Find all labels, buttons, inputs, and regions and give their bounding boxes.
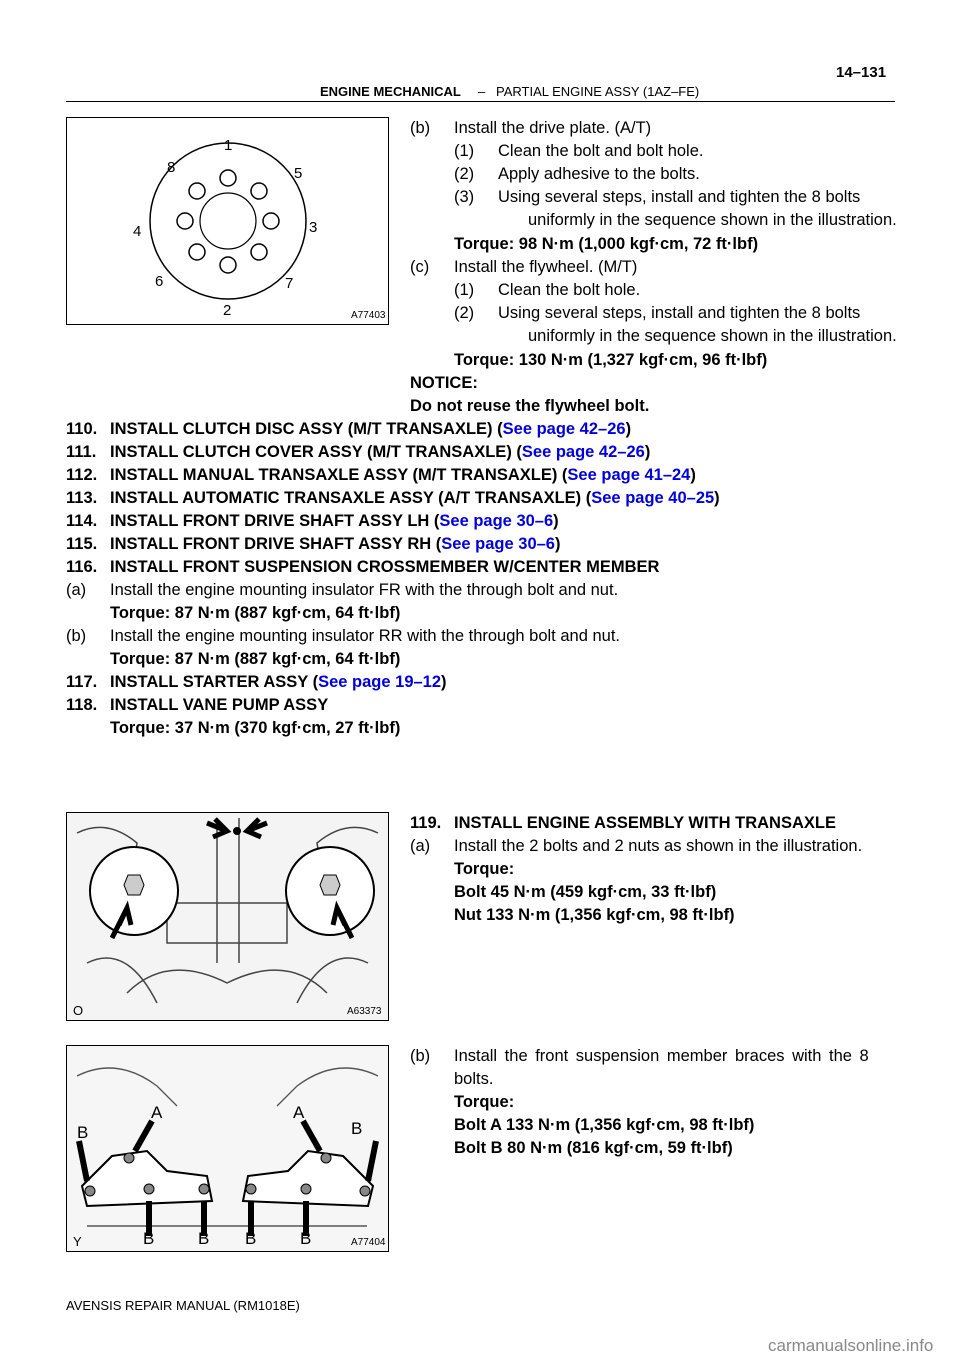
bolt-label-b: B [245, 1229, 257, 1248]
step-number: 111. [66, 443, 97, 461]
notice-text: Do not reuse the flywheel bolt. [410, 397, 650, 415]
bolt-icon [144, 1184, 154, 1194]
figure-code: A63373 [347, 1006, 382, 1017]
bolt-label-a: A [293, 1103, 305, 1122]
bolt-label-b: B [300, 1229, 312, 1248]
seq-label: 5 [294, 165, 303, 182]
substep-head: (b) [410, 1047, 431, 1065]
braces-diagram [67, 1046, 388, 1251]
step-text: INSTALL FRONT SUSPENSION CROSSMEMBER W/CENTER MEMBER [110, 558, 660, 576]
bolt-sequence-diagram [67, 118, 388, 324]
nut-icon [124, 875, 144, 895]
notice-title: NOTICE: [410, 374, 478, 392]
step-row [66, 487, 720, 509]
substep-head: (a) [410, 837, 431, 855]
figure-bolt-sequence [66, 117, 389, 325]
bolt-icon [124, 1153, 134, 1163]
see-page-link[interactable]: See page 30–6 [441, 535, 555, 553]
bolt-icon [301, 1184, 311, 1194]
step-row [66, 464, 696, 486]
torque-spec: Torque: 98 N·m (1,000 kgf·cm, 72 ft·lbf) [454, 235, 759, 253]
bolt-icon [85, 1186, 95, 1196]
header-separator: – [478, 84, 486, 99]
step-number: 113. [66, 489, 98, 507]
bolt-icon [233, 827, 241, 835]
header-rule [66, 101, 895, 102]
step-number: 119. [410, 814, 442, 832]
torque-spec: Torque: 130 N·m (1,327 kgf·cm, 96 ft·lbf) [454, 351, 768, 369]
torque-spec: Torque: 37 N·m (370 kgf·cm, 27 ft·lbf) [110, 719, 401, 737]
substep-head: (b) [66, 627, 87, 645]
step-b1-sub-cont: uniformly in the sequence shown in the illustration. [528, 211, 897, 229]
step-row [66, 441, 650, 463]
bolt-hole [251, 183, 267, 199]
step-text: INSTALL VANE PUMP ASSY [110, 696, 329, 714]
step-text: INSTALL AUTOMATIC TRANSAXLE ASSY (A/T TRANSAXLE) ( [110, 489, 592, 507]
step-number: 112. [66, 466, 98, 484]
header-section: ENGINE MECHANICAL [320, 84, 461, 99]
see-page-link[interactable]: See page 40–25 [591, 489, 715, 507]
step-row [66, 671, 447, 693]
step-close: ) [553, 512, 559, 530]
header-subsection: PARTIAL ENGINE ASSY (1AZ–FE) [496, 84, 700, 99]
bolt-icon [246, 1184, 256, 1194]
see-page-link[interactable]: See page 41–24 [567, 466, 691, 484]
substep-text: Install the front suspension member braces with the 8 [454, 1047, 869, 1065]
bolt-label-b: B [77, 1123, 89, 1142]
bolt-hole [220, 170, 236, 186]
step-b1-sub-num: (2) [454, 165, 475, 183]
engine-mount-diagram [67, 813, 388, 1020]
torque-spec: Torque: 87 N·m (887 kgf·cm, 64 ft·lbf) [110, 604, 401, 622]
bolt-icon [360, 1186, 370, 1196]
see-page-link[interactable]: See page 30–6 [439, 512, 554, 530]
step-number: 116. [66, 558, 98, 576]
step-number: 114. [66, 512, 98, 530]
figure-background [67, 1046, 388, 1251]
step-number: 115. [66, 535, 98, 553]
step-text: INSTALL MANUAL TRANSAXLE ASSY (M/T TRANSAXLE) ( [110, 466, 568, 484]
step-row [66, 556, 659, 578]
torque-spec: Bolt B 80 N·m (816 kgf·cm, 59 ft·lbf) [454, 1139, 733, 1157]
seq-label: 4 [133, 223, 142, 240]
step-text: INSTALL ENGINE ASSEMBLY WITH TRANSAXLE [454, 814, 836, 832]
substep-head: (a) [66, 581, 87, 599]
step-text: INSTALL STARTER ASSY ( [110, 673, 319, 691]
step-b1-sub: Apply adhesive to the bolts. [498, 165, 700, 183]
plate-center-hole [200, 193, 256, 249]
watermark: carmanualsonline.info [768, 1336, 934, 1355]
step-text: INSTALL CLUTCH COVER ASSY (M/T TRANSAXLE) ( [110, 443, 522, 461]
figure-corner-mark: O [73, 1003, 84, 1018]
step-c1-sub: Clean the bolt hole. [498, 281, 641, 299]
figure-corner-mark: Y [73, 1234, 82, 1249]
step-number: 118. [66, 696, 98, 714]
torque-label: Torque: [454, 860, 515, 878]
step-close: ) [714, 489, 720, 507]
step-close: ) [690, 466, 696, 484]
see-page-link[interactable]: See page 19–12 [318, 673, 442, 691]
step-text: INSTALL FRONT DRIVE SHAFT ASSY LH ( [110, 512, 440, 530]
bolt-icon [321, 1153, 331, 1163]
seq-label: 1 [224, 137, 233, 154]
bolt-icon [199, 1184, 209, 1194]
step-c1-sub-num: (1) [454, 281, 475, 299]
seq-label: 6 [155, 273, 164, 290]
step-row [410, 812, 836, 834]
substep-text: Install the engine mounting insulator RR with the through bolt and nut. [110, 627, 620, 645]
bolt-hole [251, 244, 267, 260]
bolt-hole [263, 213, 279, 229]
torque-spec: Bolt 45 N·m (459 kgf·cm, 33 ft·lbf) [454, 883, 717, 901]
step-row [66, 533, 560, 555]
substep-text: Install the engine mounting insulator FR with the through bolt and nut. [110, 581, 619, 599]
step-text: INSTALL FRONT DRIVE SHAFT ASSY RH ( [110, 535, 442, 553]
step-b1-sub: Using several steps, install and tighten the 8 bolts [498, 188, 861, 206]
step-close: ) [441, 673, 447, 691]
seq-label: 7 [285, 275, 294, 292]
see-page-link[interactable]: See page 42–26 [521, 443, 645, 461]
step-row [66, 694, 328, 716]
figure-braces [66, 1045, 389, 1252]
step-b1-sub: Clean the bolt and bolt hole. [498, 142, 704, 160]
step-c1-sub: Using several steps, install and tighten the 8 bolts [498, 304, 861, 322]
see-page-link[interactable]: See page 42–26 [502, 420, 626, 438]
bolt-hole [220, 257, 236, 273]
step-c1-text: Install the flywheel. (M/T) [454, 258, 638, 276]
seq-label: 2 [223, 302, 232, 319]
page-number: 14–131 [836, 64, 887, 81]
step-b1-head: (b) [410, 119, 431, 137]
figure-code: A77404 [351, 1237, 386, 1248]
step-row [66, 510, 559, 532]
bolt-hole [189, 244, 205, 260]
figure-engine-mount [66, 812, 389, 1021]
step-close: ) [644, 443, 651, 461]
torque-label: Torque: [454, 1093, 515, 1111]
step-text: INSTALL CLUTCH DISC ASSY (M/T TRANSAXLE) ( [110, 420, 503, 438]
torque-spec: Bolt A 133 N·m (1,356 kgf·cm, 98 ft·lbf) [454, 1116, 755, 1134]
step-c1-head: (c) [410, 258, 430, 276]
footer-text: AVENSIS REPAIR MANUAL (RM1018E) [66, 1298, 300, 1313]
step-b1-sub-num: (1) [454, 142, 475, 160]
seq-label: 3 [309, 219, 318, 236]
step-c1-sub-num: (2) [454, 304, 475, 322]
bolt-label-b: B [351, 1119, 363, 1138]
bolt-label-a: A [151, 1103, 163, 1122]
figure-code: A77403 [351, 310, 386, 321]
step-close: ) [625, 420, 632, 438]
torque-spec: Torque: 87 N·m (887 kgf·cm, 64 ft·lbf) [110, 650, 401, 668]
bolt-label-b: B [198, 1229, 210, 1248]
substep-text-cont: bolts. [454, 1070, 494, 1088]
bolt-hole [189, 183, 205, 199]
substep-text: Install the 2 bolts and 2 nuts as shown in the illustration. [454, 837, 863, 855]
step-c1-sub-cont: uniformly in the sequence shown in the illustration. [528, 327, 897, 345]
seq-label: 8 [167, 159, 176, 176]
step-close: ) [554, 535, 561, 553]
step-b1-sub-num: (3) [454, 188, 475, 206]
step-number: 110. [66, 420, 98, 438]
bolt-hole [177, 213, 193, 229]
step-row [66, 418, 631, 440]
bolt-label-b: B [143, 1229, 155, 1248]
step-b1-text: Install the drive plate. (A/T) [454, 119, 652, 137]
nut-icon [320, 875, 340, 895]
step-number: 117. [66, 673, 98, 691]
torque-spec: Nut 133 N·m (1,356 kgf·cm, 98 ft·lbf) [454, 906, 735, 924]
